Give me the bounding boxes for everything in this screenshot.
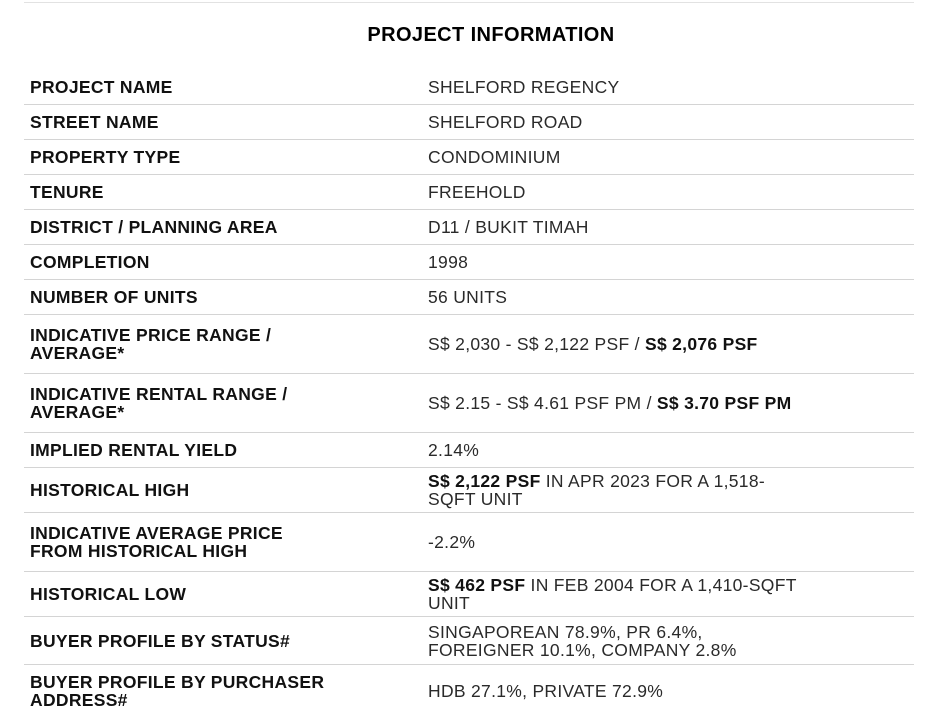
page-title: PROJECT INFORMATION	[367, 24, 615, 46]
table-row	[24, 374, 914, 433]
table-row	[24, 210, 914, 245]
row-label: PROPERTY TYPE	[24, 140, 422, 175]
row-value: SHELFORD REGENCY	[422, 70, 914, 105]
row-value-line	[428, 472, 914, 490]
row-value-text: S$ 2.15 - S$ 4.61 PSF PM /	[428, 393, 657, 413]
row-value	[422, 374, 914, 433]
row-label	[24, 315, 422, 374]
table-row	[24, 70, 914, 105]
row-label: STREET NAME	[24, 105, 422, 140]
row-label: COMPLETION	[24, 245, 422, 280]
row-label-line: INDICATIVE AVERAGE PRICE	[30, 523, 283, 543]
row-value-text: IN APR 2023 FOR A 1,518-	[540, 471, 765, 491]
row-value: HDB 27.1%, PRIVATE 72.9%	[428, 681, 664, 701]
row-label: BUYER PROFILE BY STATUS#	[24, 617, 422, 665]
table-row	[24, 245, 914, 280]
table-row	[24, 105, 914, 140]
row-value: D11 / BUKIT TIMAH	[422, 210, 914, 245]
row-value	[422, 572, 914, 617]
row-value: CONDOMINIUM	[422, 140, 914, 175]
row-value: -2.2%	[422, 513, 914, 572]
row-label	[24, 665, 422, 717]
row-label-line: INDICATIVE RENTAL RANGE /	[30, 384, 288, 404]
table-row	[24, 665, 914, 717]
row-value-line	[428, 576, 914, 594]
row-value-line: SQFT UNIT	[428, 489, 523, 509]
row-label-line: AVERAGE*	[30, 343, 125, 363]
row-label: IMPLIED RENTAL YIELD	[24, 433, 422, 468]
row-value-highlight: S$ 2,076 PSF	[644, 334, 758, 354]
row-value-highlight: S$ 3.70 PSF PM	[656, 393, 792, 413]
table-row	[24, 617, 914, 665]
row-value: FREEHOLD	[422, 175, 914, 210]
row-value-highlight: S$ 2,122 PSF	[428, 471, 541, 491]
row-label-line: INDICATIVE PRICE RANGE /	[30, 325, 272, 345]
row-value-highlight: S$ 462 PSF	[428, 575, 526, 595]
project-info-table	[24, 70, 914, 717]
table-row	[24, 175, 914, 210]
row-value-line: FOREIGNER 10.1%, COMPANY 2.8%	[428, 639, 737, 660]
row-value-line: SINGAPOREAN 78.9%, PR 6.4%,	[428, 621, 703, 642]
row-value: SHELFORD ROAD	[422, 105, 914, 140]
table-row	[24, 315, 914, 374]
table-row	[24, 280, 914, 315]
top-divider	[24, 2, 914, 3]
row-label-line: AVERAGE*	[30, 402, 125, 422]
row-label: TENURE	[24, 175, 422, 210]
row-value: 56 UNITS	[422, 280, 914, 315]
row-value-text: IN FEB 2004 FOR A 1,410-SQFT	[525, 575, 797, 595]
table-row	[24, 572, 914, 617]
row-label: NUMBER OF UNITS	[24, 280, 422, 315]
row-label	[24, 374, 422, 433]
row-value-text: S$ 2,030 - S$ 2,122 PSF /	[428, 334, 645, 354]
row-label-line: FROM HISTORICAL HIGH	[30, 541, 248, 561]
table-row	[24, 140, 914, 175]
row-label-line: BUYER PROFILE BY PURCHASER	[30, 672, 325, 692]
row-value	[422, 315, 914, 374]
row-value: 1998	[422, 245, 914, 280]
table-row	[24, 468, 914, 513]
row-label: HISTORICAL LOW	[24, 572, 422, 617]
row-label: PROJECT NAME	[24, 70, 422, 105]
row-label	[24, 513, 422, 572]
row-value: 2.14%	[422, 433, 914, 468]
row-value	[422, 468, 914, 513]
row-label: HISTORICAL HIGH	[24, 468, 422, 513]
table-row	[24, 513, 914, 572]
table-row	[24, 433, 914, 468]
row-value	[422, 617, 914, 665]
row-label-line: ADDRESS#	[30, 690, 128, 710]
row-value-line: UNIT	[428, 593, 471, 613]
row-label: DISTRICT / PLANNING AREA	[24, 210, 422, 245]
